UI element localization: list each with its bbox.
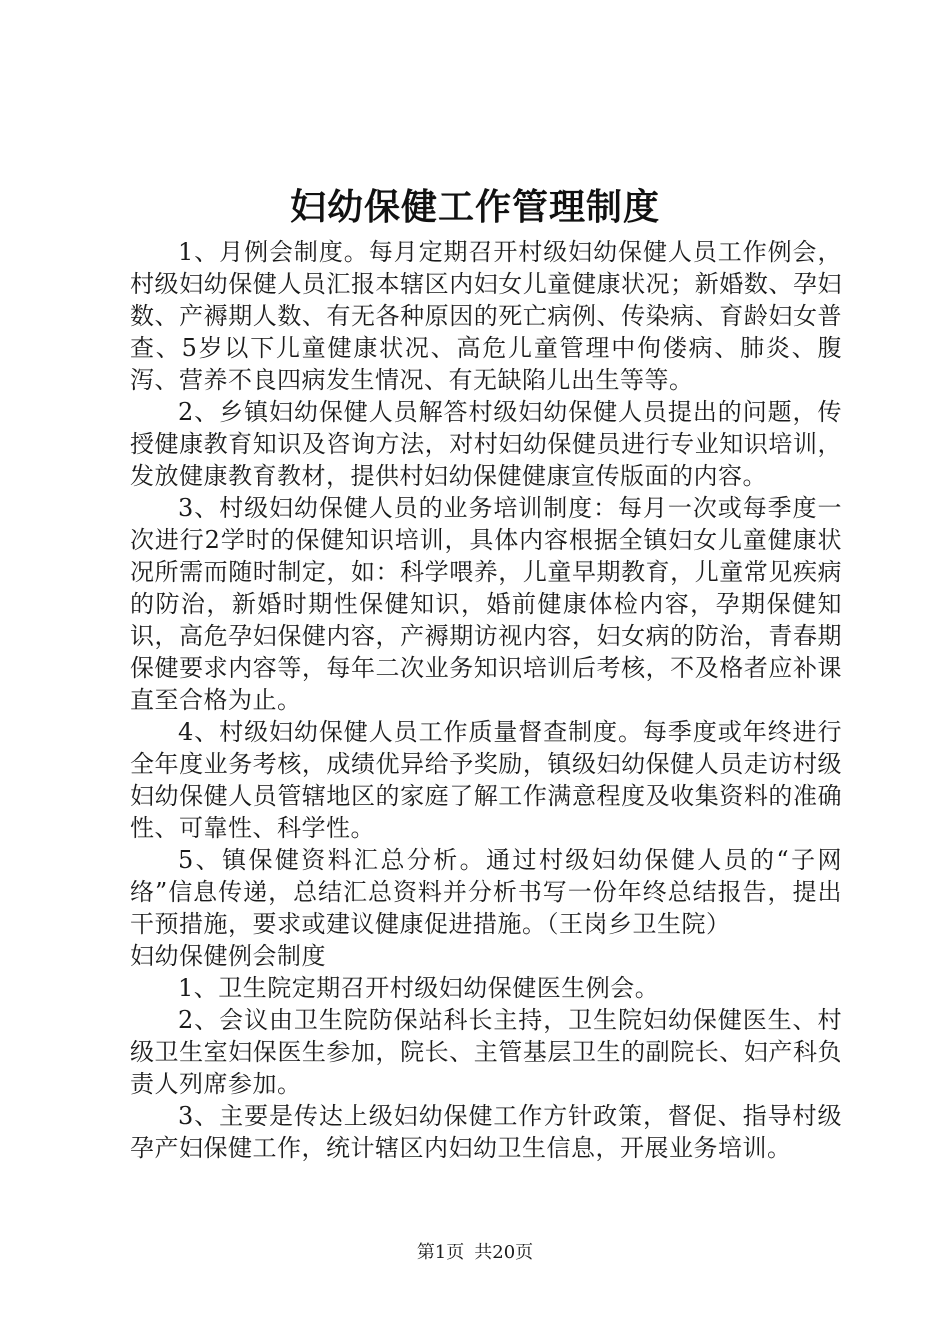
document-title: 妇幼保健工作管理制度	[289, 187, 660, 228]
page-footer	[0, 1240, 950, 1266]
paragraph-training-system: 3、村级妇幼保健人员的业务培训制度：每月一次或每季度一次进行2学时的保健知识培训，具体内容根据全镇妇女儿童健康状况所需而随时制定，如：科学喂养，儿童早期教育，儿童常见疾病的防治，新婚时期性保健知识，婚前健康体检内容，孕期保健知识，高危孕妇保健内容，产褥期访视内容，妇女病的防治，青春期保健要求内容等，每年二次业务知识培训后考核，不及格者应补课直至合格为止。	[130, 494, 842, 714]
page-total: 共20页	[474, 1242, 534, 1263]
paragraph-meeting-purpose: 3、主要是传达上级妇幼保健工作方针政策，督促、指导村级孕产妇保健工作，统计辖区内妇幼卫生信息，开展业务培训。	[130, 1102, 842, 1162]
document-body	[130, 236, 842, 1164]
paragraph-township-answers: 2、乡镇妇幼保健人员解答村级妇幼保健人员提出的问题，传授健康教育知识及咨询方法，对村妇幼保健员进行专业知识培训，发放健康教育教材，提供村妇幼保健健康宣传版面的内容。	[130, 398, 842, 490]
paragraph-monthly-meeting: 1、月例会制度。每月定期召开村级妇幼保健人员工作例会，村级妇幼保健人员汇报本辖区内妇女儿童健康状况；新婚数、孕妇数、产褥期人数、有无各种原因的死亡病例、传染病、育龄妇女普查、5岁以下儿童健康状况、高危儿童管理中佝偻病、肺炎、腹泻、营养不良四病发生情况、有无缺陷儿出生等等。	[130, 238, 842, 394]
page-number: 第1页	[416, 1242, 465, 1263]
paragraph-quality-inspection: 4、村级妇幼保健人员工作质量督查制度。每季度或年终进行全年度业务考核，成绩优异给予奖励，镇级妇幼保健人员走访村级妇幼保健人员管辖地区的家庭了解工作满意程度及收集资料的准确性、可靠性、科学性。	[130, 718, 842, 842]
paragraph-meeting-chair: 2、会议由卫生院防保站科长主持，卫生院妇幼保健医生、村级卫生室妇保医生参加，院长、主管基层卫生的副院长、妇产科负责人列席参加。	[130, 1006, 842, 1098]
paragraph-data-summary: 5、镇保健资料汇总分析。通过村级妇幼保健人员的“子网络”信息传递，总结汇总资料并分析书写一份年终总结报告，提出干预措施，要求或建议健康促进措施。（王岗乡卫生院）	[130, 846, 842, 938]
section-heading-meeting-system: 妇幼保健例会制度	[130, 942, 326, 970]
paragraph-regular-meeting: 1、卫生院定期召开村级妇幼保健医生例会。	[178, 974, 660, 1002]
